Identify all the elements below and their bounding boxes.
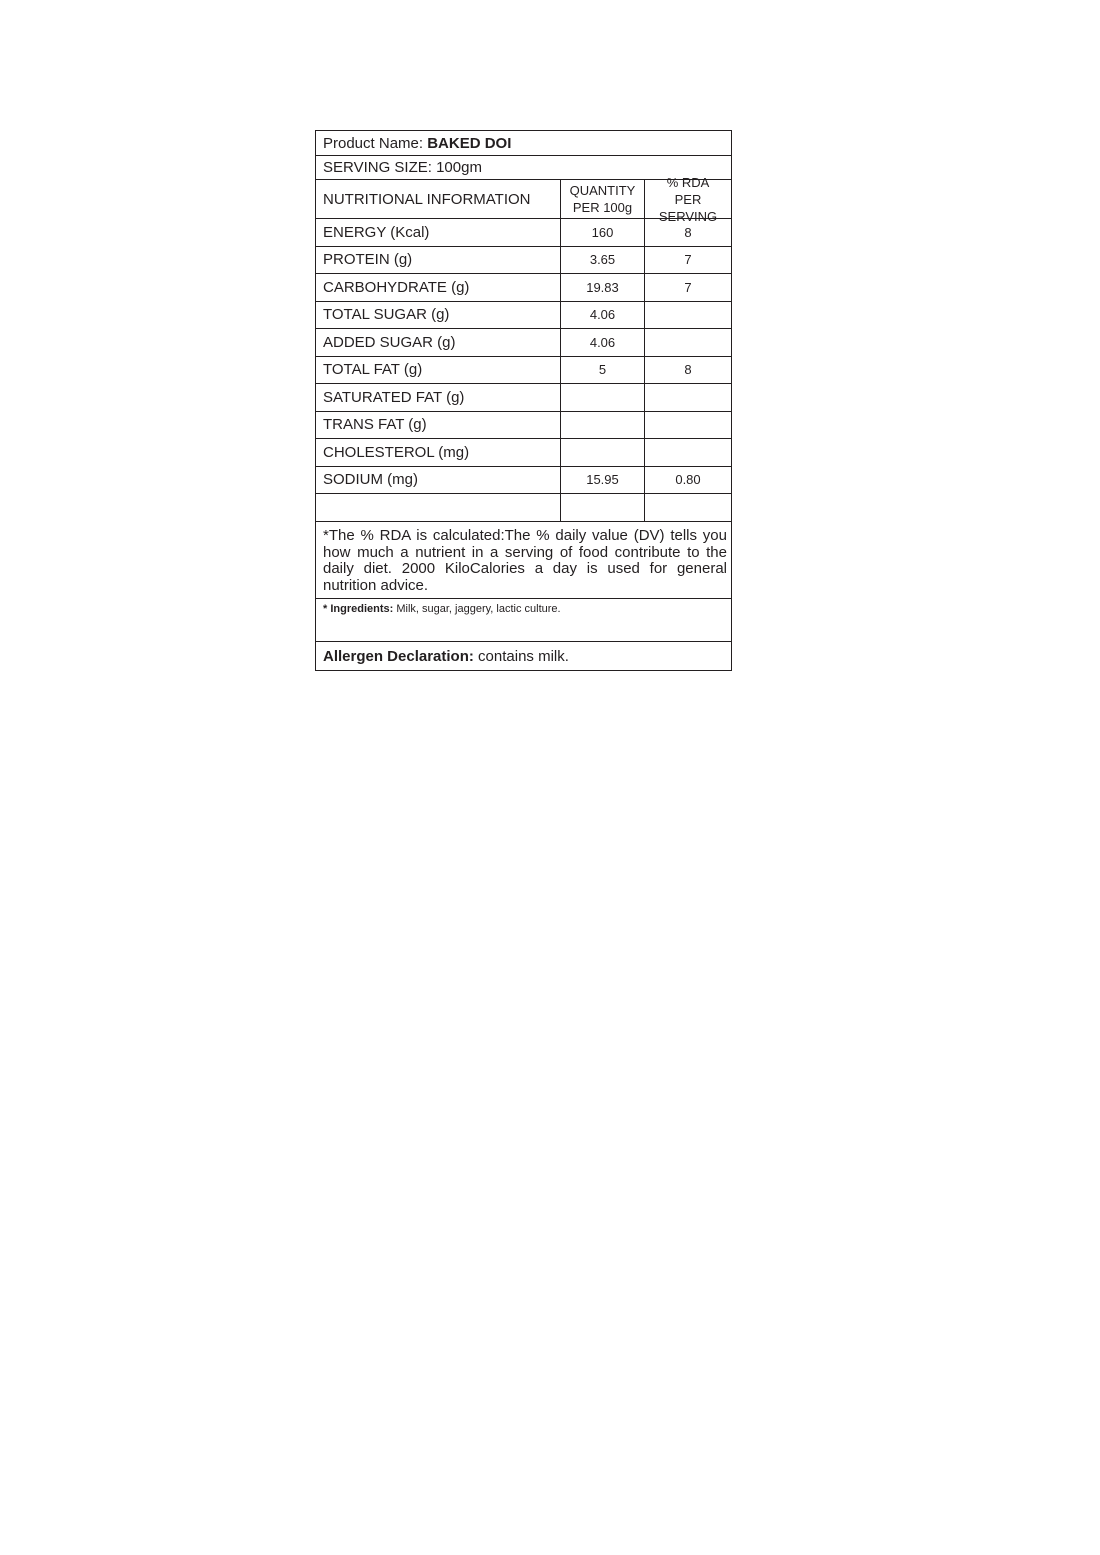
nutrient-name: SATURATED FAT (g) (316, 384, 561, 411)
nutrient-quantity (561, 384, 645, 411)
nutrition-label (315, 130, 732, 671)
nutrient-quantity: 4.06 (561, 302, 645, 329)
table-row (316, 274, 731, 302)
nutrient-rda (645, 412, 731, 439)
header-rda-line1: % RDA (666, 174, 710, 190)
nutrient-rda (645, 384, 731, 411)
table-row (316, 329, 731, 357)
nutrient-name: ADDED SUGAR (g) (316, 329, 561, 356)
nutrient-name: ENERGY (Kcal) (316, 219, 561, 246)
empty-table-row (316, 494, 731, 522)
nutrient-name: TOTAL SUGAR (g) (316, 302, 561, 329)
product-name (316, 131, 518, 155)
nutrient-name: PROTEIN (g) (316, 247, 561, 274)
nutrient-rda: 8 (684, 224, 692, 240)
ingredients-label: * Ingredients: (323, 603, 394, 615)
nutrient-name: CHOLESTEROL (mg) (316, 439, 561, 466)
header-quantity (561, 180, 645, 218)
table-row (316, 467, 731, 495)
table-row (316, 439, 731, 467)
nutrient-rda: 7 (684, 252, 692, 268)
table-row (316, 247, 731, 275)
allergen-declaration (316, 648, 576, 665)
rda-note: *The % RDA is calculated:The % daily value (DV) tells you how much a nutrient in a serving of food contribute to the daily diet. 2000 KiloCalories a day is used for general nutrition advice. (323, 527, 727, 594)
nutrient-quantity: 4.06 (561, 329, 645, 356)
table-row (316, 357, 731, 385)
rda-note-row (316, 522, 731, 599)
ingredients (316, 599, 568, 641)
nutrient-quantity: 15.95 (561, 467, 645, 494)
empty-cell (561, 494, 645, 521)
empty-cell (316, 494, 561, 521)
nutrient-rda (645, 329, 731, 356)
table-header (316, 174, 731, 224)
nutrient-quantity: 3.65 (561, 247, 645, 274)
nutrient-name: TOTAL FAT (g) (316, 357, 561, 384)
nutrient-rda: 7 (684, 279, 692, 295)
ingredients-row (316, 599, 731, 642)
table-row (316, 384, 731, 412)
header-quantity-line2: PER 100g (572, 200, 633, 215)
nutrient-quantity: 5 (561, 357, 645, 384)
allergen-row (316, 642, 731, 670)
header-rda-line2: PER SERVING (658, 191, 718, 224)
nutrient-name: TRANS FAT (g) (316, 412, 561, 439)
nutrient-rda: 0.80 (675, 472, 701, 488)
product-name-row (316, 131, 731, 156)
ingredients-value: Milk, sugar, jaggery, lactic culture. (396, 603, 561, 615)
product-name-value: BAKED DOI (427, 134, 512, 152)
table-row (316, 412, 731, 440)
nutrient-quantity: 19.83 (561, 274, 645, 301)
nutrient-quantity (561, 439, 645, 466)
nutrient-rda: 8 (684, 362, 692, 378)
allergen-value: contains milk. (478, 647, 569, 665)
header-nutrient: NUTRITIONAL INFORMATION (316, 180, 561, 218)
table-row (316, 302, 731, 330)
nutrient-quantity (561, 412, 645, 439)
empty-cell (645, 494, 731, 521)
table-row (316, 219, 731, 247)
nutrient-rda (645, 302, 731, 329)
header-rda (645, 174, 731, 224)
serving-size: SERVING SIZE: 100gm (323, 159, 482, 176)
allergen-label: Allergen Declaration: (323, 647, 474, 665)
nutrient-rda (645, 439, 731, 466)
header-quantity-line1: QUANTITY (569, 183, 636, 198)
nutrient-quantity: 160 (561, 219, 645, 246)
product-name-label: Product Name: (323, 134, 424, 152)
nutrient-name: SODIUM (mg) (316, 467, 561, 494)
nutrient-name: CARBOHYDRATE (g) (316, 274, 561, 301)
